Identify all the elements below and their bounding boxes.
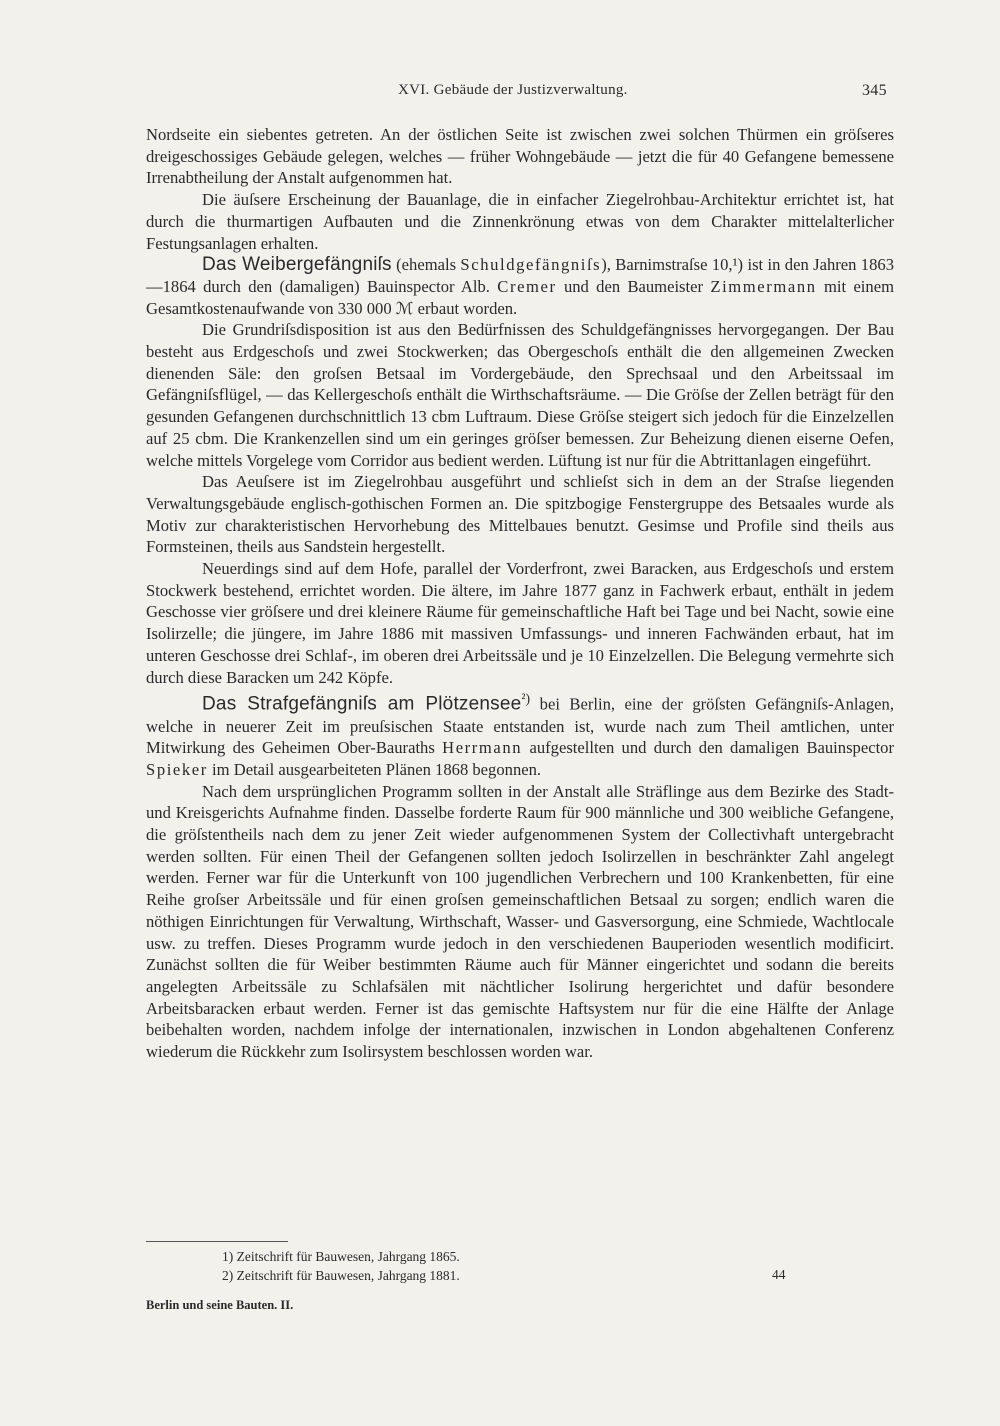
colophon: Berlin und seine Bauten. II. xyxy=(146,1298,294,1312)
footnote-rule xyxy=(146,1241,288,1242)
person-name: Spieker xyxy=(146,759,208,779)
body-text xyxy=(146,124,894,1063)
text-run: Schuldgefängniſs xyxy=(460,255,602,275)
paragraph: Die Grundriſsdisposition ist aus den Bedürfnissen des Schuldgefängnisses hervorgegangen. Der Bau besteht aus Erdgeschoſs und zwei Stockwerken; das Obergeschoſs enthält die den allgemeinen Zwecken dienenden Säle: den groſsen Betsaal im Vordergebäude, den Sprechsaal und den Arbeitssaal im Gefängniſsflügel, — das Kellergeschoſs enthält die Wirthschaftsräume. — Die Gröſse der Zellen beträgt für den gesunden Gefangenen durchschnittlich 13 cbm Luftraum. Diese Gröſse steigert sich jedoch für die Einzelzellen auf 25 cbm. Die Krankenzellen sind um ein geringes gröſser bemessen. Zur Beheizung dienen eiserne Oefen, welche mittels Vorgelege vom Corridor aus bedient werden. Lüftung ist nur für die Abtrittanlagen eingeführt. xyxy=(146,320,894,470)
text-run: im Detail ausgearbeiteten Plänen 1868 begonnen. xyxy=(207,759,542,779)
paragraph: Das Aeuſsere ist im Ziegelrohbau ausgeführt und schlieſst sich in dem an der Straſse liegenden Verwaltungsgebäude englisch-gothischen Formen an. Die spitzbogige Fenstergruppe des Betsaales wurde als Motiv zur charakteristischen Hervorhebung des Mittelbaues benutzt. Gesimse und Profile sind theils aus Formsteinen, theils aus Sandstein hergestellt. xyxy=(146,472,894,557)
footnote: 1) Zeitschrift für Bauwesen, Jahrgang 1865. xyxy=(222,1249,460,1264)
section-heading: Das Strafgefängniſs am Plötzensee xyxy=(202,693,522,715)
text-run: (ehemals xyxy=(391,255,461,275)
person-name: Herrmann xyxy=(442,738,523,758)
footnote-ref: ²) xyxy=(521,691,531,707)
text-run: mit einem Gesamtkostenaufwande von 330 000 ℳ erbaut worden. xyxy=(146,276,894,318)
person-name: Cremer xyxy=(497,276,557,296)
text-run: bei Berlin, eine der gröſsten Gefängniſs-Anlagen, welche in neuerer Zeit im preuſsischen Staate entstanden ist, wurde nach zum Theil amtlichen, unter Mitwirkung des Geheimen Ober-Bauraths xyxy=(146,694,894,758)
section-heading: Das Weibergefängniſs xyxy=(202,254,392,276)
section-ploetzensee xyxy=(146,688,894,780)
text-run: aufgestellten und durch den damaligen Bauinspector xyxy=(522,738,894,758)
paragraph: Neuerdings sind auf dem Hofe, parallel der Vorderfront, zwei Baracken, aus Erdgeschoſs und erstem Stockwerk bestehend, errichtet worden. Die ältere, im Jahre 1877 ganz in Fachwerk erbaut, enthält in jedem Geschosse vier gröſsere und drei kleinere Räume für gemeinschaftliche Haft bei Tage und bei Nacht, sowie eine Isolirzelle; die jüngere, im Jahre 1886 mit massiven Umfassungs- und inneren Fachwänden erbaut, hat im unteren Geschosse drei Schlaf-, im oberen drei Arbeitssäle und je 10 Einzelzellen. Die Belegung vermehrte sich durch diese Baracken um 242 Köpfe. xyxy=(146,559,894,687)
paragraph: Die äuſsere Erscheinung der Bauanlage, die in einfacher Ziegelrohbau-Architektur errichtet ist, hat durch die thurmartigen Aufbauten und die Zinnenkrönung etwas von dem Charakter mittelalterlicher Festungsanlagen erhalten. xyxy=(146,190,894,253)
running-title: XVI. Gebäude der Justizverwaltung. xyxy=(398,82,628,98)
paragraph: Nordseite ein siebentes getreten. An der östlichen Seite ist zwischen zwei solchen Thürmen ein gröſseres dreigeschossiges Gebäude gelegen, welches — früher Wohngebäude — jetzt die für 40 Gefangene bemessene Irrenabtheilung der Anstalt aufgenommen hat. xyxy=(146,125,894,188)
page-number: 345 xyxy=(862,82,887,99)
footnote: 2) Zeitschrift für Bauwesen, Jahrgang 1881. xyxy=(222,1268,460,1283)
running-header xyxy=(0,82,1000,106)
text-run: und den Baumeister xyxy=(556,276,711,296)
signature-mark: 44 xyxy=(772,1267,786,1282)
footnotes xyxy=(222,1247,460,1285)
paragraph: Nach dem ursprünglichen Programm sollten in der Anstalt alle Sträflinge aus dem Bezirke des Stadt- und Kreisgerichts Aufnahme finden. Dasselbe forderte Raum für 900 männliche und 300 weibliche Gefangene, die gröſstentheils nach dem zu jener Zeit wieder aufgenommenen System der Collectivhaft untergebracht werden sollten. Für einen Theil der Gefangenen sollten jedoch Isolirzellen in beschränkter Zahl angelegt werden. Ferner war für die Unterkunft von 100 jugendlichen Verbrechern und 100 Krankenbetten, für eine Reihe groſser Arbeitssäle und für einen groſsen gemeinschaftlichen Betsaal zu sorgen; endlich waren die nöthigen Einrichtungen für Verwaltung, Wirthschaft, Wasser- und Gasversorgung, eine Schmiede, Wachtlocale usw. zu treffen. Dieses Programm wurde jedoch in den verschiedenen Bauperioden wesentlich modificirt. Zunächst sollten die für Weiber bestimmten Räume auch für Männer eingerichtet und sodann die bereits angelegten Arbeitssäle zu Schlafsälen mit nächtlicher Isolirung hergerichtet und dafür besondere Arbeitsbaracken erbaut werden. Ferner ist das gemischte Haftsystem nur für die eine Hälfte der Anlage beibehalten worden, nachdem infolge der internationalen, inzwischen in London abgehaltenen Conferenz wiederum die Rückkehr zum Isolirsystem beschlossen worden war. xyxy=(146,781,894,1062)
section-weibergefaengnis xyxy=(146,254,894,319)
person-name: Zimmermann xyxy=(710,276,817,296)
text-run: ), Barnimstraſse 10,¹) ist in den Jahren 1863—1864 durch den (damaligen) Bauinspector Alb. xyxy=(146,255,894,296)
